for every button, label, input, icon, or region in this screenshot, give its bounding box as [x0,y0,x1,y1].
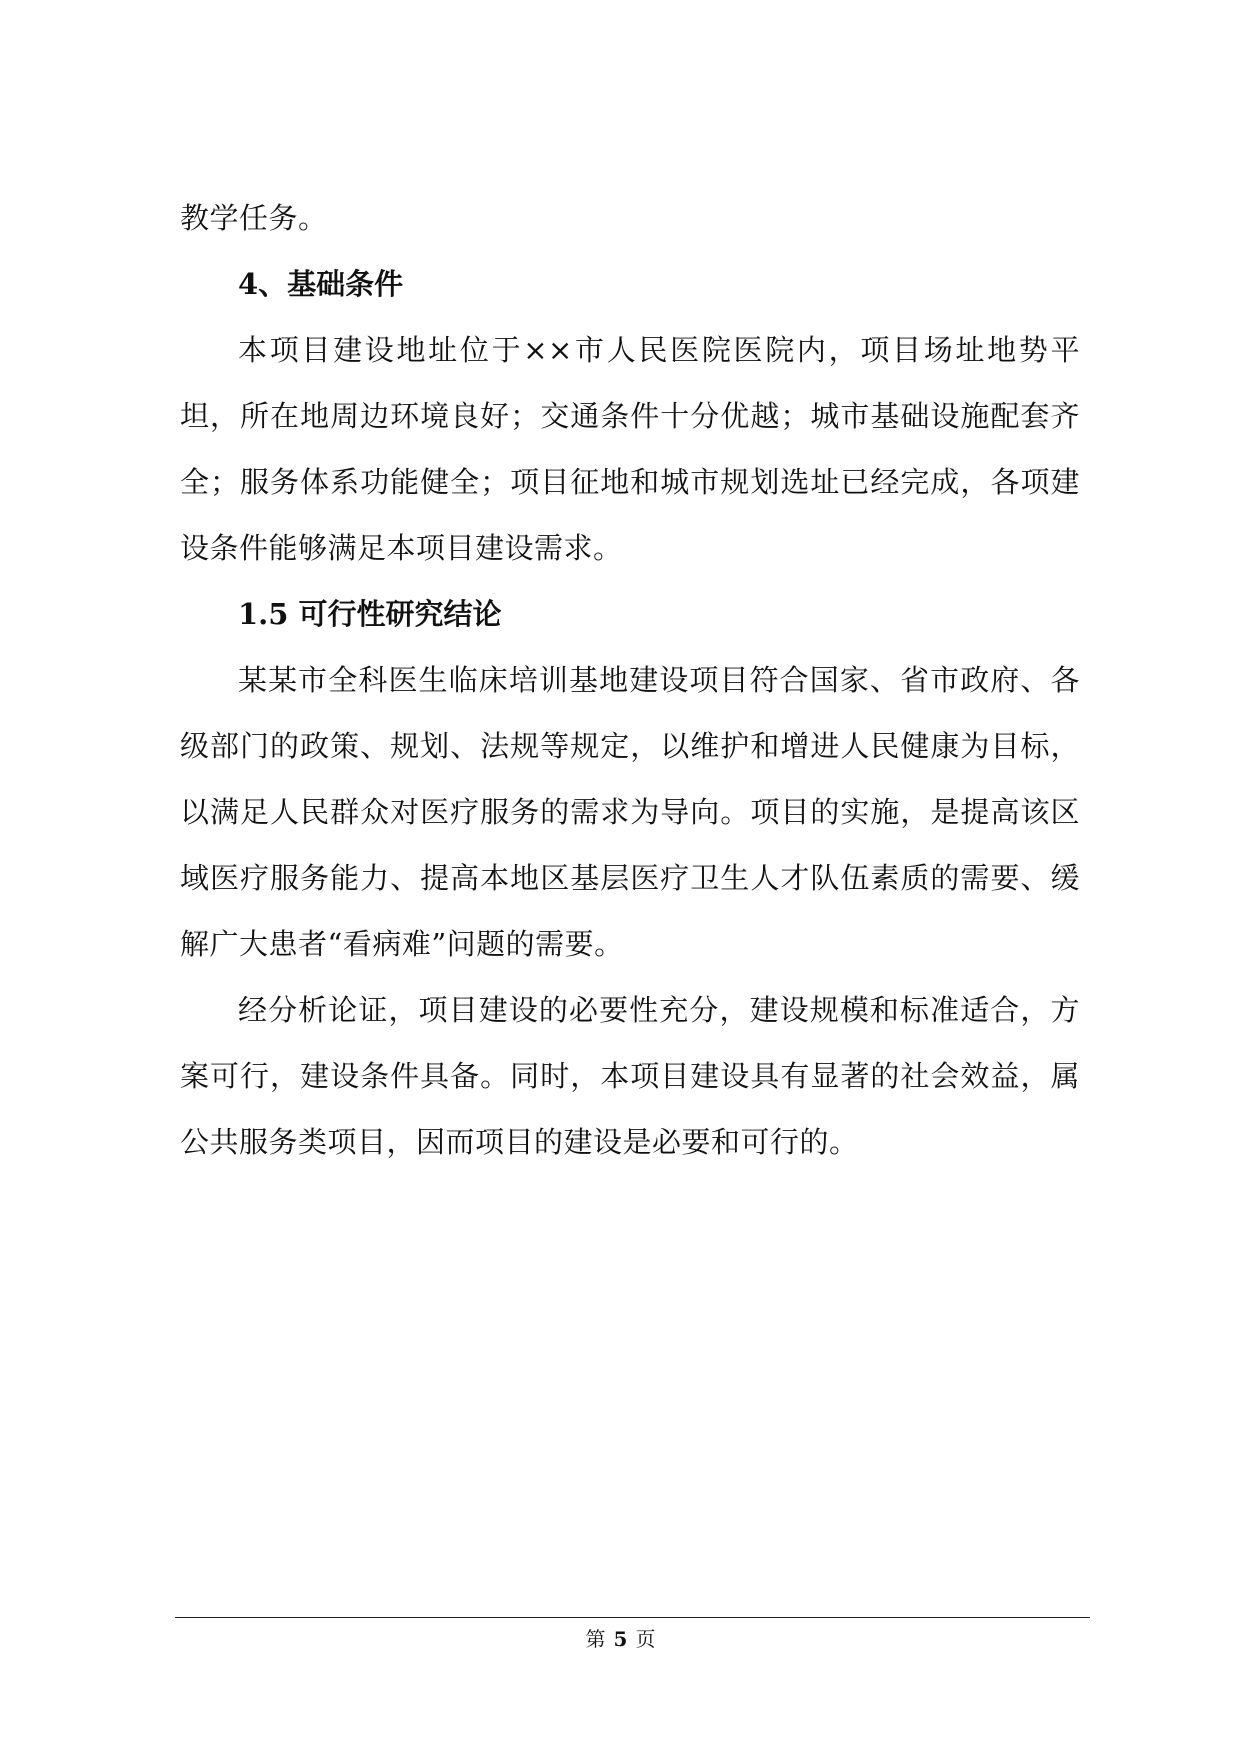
paragraph-analysis-conclusion: 经分析论证，项目建设的必要性充分，建设规模和标准适合，方案可行，建设条件具备。同时，本项目建设具有显著的社会效益，属公共服务类项目，因而项目的建设是必要和可行的。 [180,993,1080,1159]
paragraph-continuation: 教学任务。 [180,201,328,235]
page-number-prefix: 第 [585,1627,606,1651]
page-body [180,185,1080,1175]
section-heading-basic-conditions: 4、基础条件 [238,267,404,301]
paragraph-basic-conditions: 本项目建设地址位于××市人民医院医院内，项目场址地势平坦，所在地周边环境良好；交通条件十分优越；城市基础设施配套齐全；服务体系功能健全；项目征地和城市规划选址已经完成，各项建设条件能够满足本项目建设需求。 [180,333,1080,565]
footer-divider [175,1617,1090,1618]
page-footer [0,1624,1241,1654]
paragraph-feasibility-conclusion: 某某市全科医生临床培训基地建设项目符合国家、省市政府、各级部门的政策、规划、法规等规定，以维护和增进人民健康为目标，以满足人民群众对医疗服务的需求为导向。项目的实施，是提高该区域医疗服务能力、提高本地区基层医疗卫生人才队伍素质的需要、缓解广大患者“看病难”问题的需要。 [180,663,1080,961]
section-heading-feasibility-conclusion: 1.5 可行性研究结论 [238,597,502,631]
page-number: 5 [613,1627,628,1651]
page-number-suffix: 页 [635,1627,656,1651]
